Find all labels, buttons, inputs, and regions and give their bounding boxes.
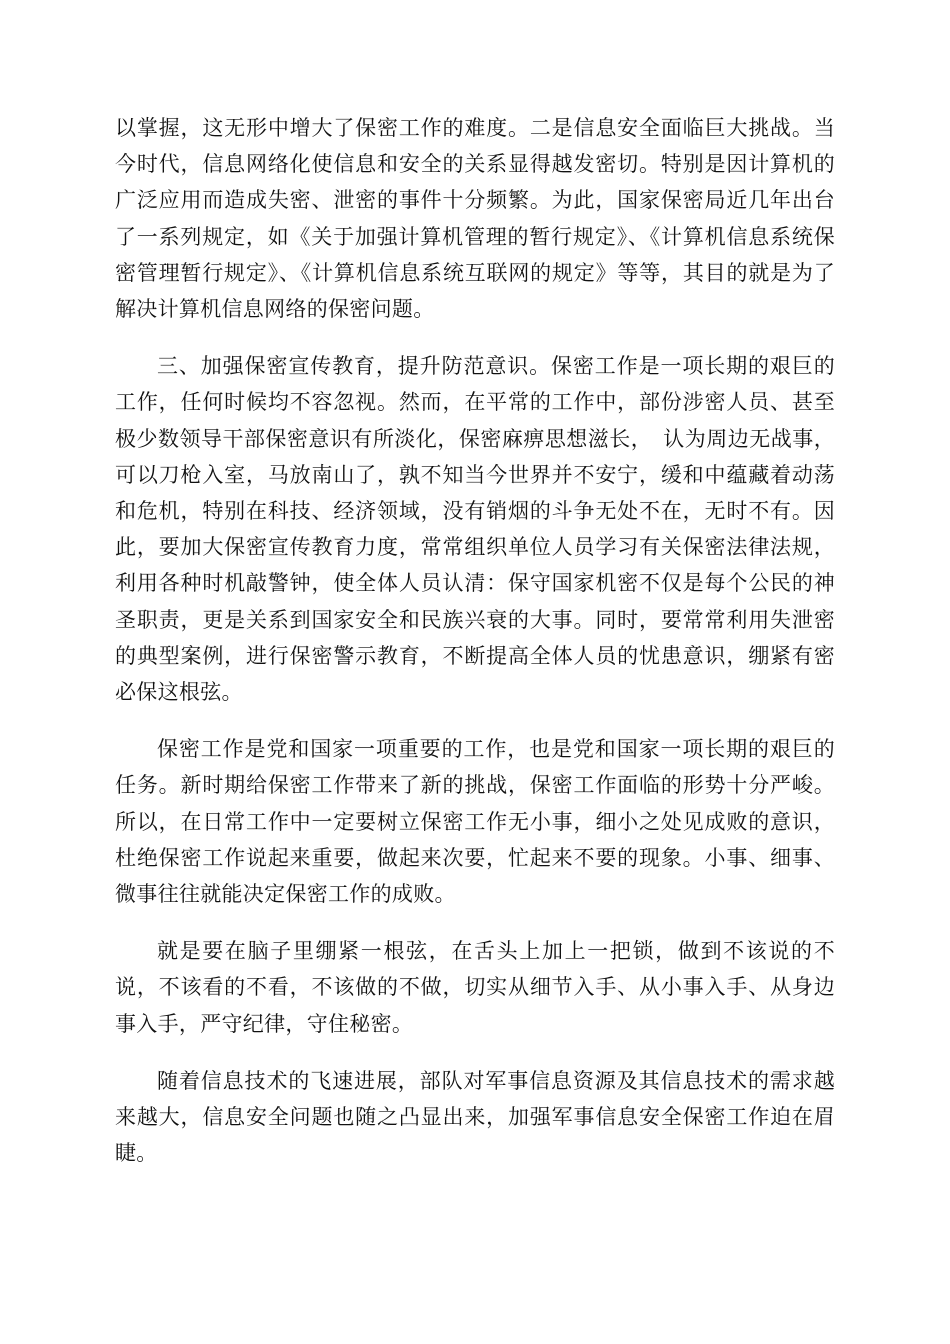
paragraph-2: 三、加强保密宣传教育，提升防范意识。保密工作是一项长期的艰巨的工作，任何时候均不容忽视。然而，在平常的工作中，部份涉密人员、甚至极少数领导干部保密意识有所淡化，保密麻痹思想滋长， 认为周边无战事，可以刀枪入室，马放南山了，孰不知当今世界并不安宁，缓和中蕴藏着动荡和危机，特别在科技、经济领域，没有销烟的斗争无处不在，无时不有。因此，要加大保密宣传教育力度，常常组织单位人员学习有关保密法律法规，利用各种时机敲警钟，使全体人员认清：保守国家机密不仅是每个公民的神圣职责，更是关系到国家安全和民族兴衰的大事。同时，要常常利用失泄密的典型案例，进行保密警示教育，不断提高全体人员的忧患意识，绷紧有密必保这根弦。 [115,354,835,705]
paragraph-1: 以掌握，这无形中增大了保密工作的难度。二是信息安全面临巨大挑战。当今时代，信息网络化使信息和安全的关系显得越发密切。特别是因计算机的广泛应用而造成失密、泄密的事件十分频繁。为此，国家保密局近几年出台了一系列规定，如《关于加强计算机管理的暂行规定》、《计算机信息系统保密管理暂行规定》、《计算机信息系统互联网的规定》等等，其目的就是为了解决计算机信息网络的保密问题。 [115,116,835,322]
paragraph-5: 随着信息技术的飞速进展，部队对军事信息资源及其信息技术的需求越来越大，信息安全问题也随之凸显出来，加强军事信息安全保密工作迫在眉睫。 [115,1068,835,1166]
paragraph-4: 就是要在脑子里绷紧一根弦，在舌头上加上一把锁，做到不该说的不说，不该看的不看，不该做的不做，切实从细节入手、从小事入手、从身边事入手，严守纪律，守住秘密。 [115,939,835,1036]
document-body [115,110,835,1192]
paragraph-3: 保密工作是党和国家一项重要的工作，也是党和国家一项长期的艰巨的任务。新时期给保密工作带来了新的挑战，保密工作面临的形势十分严峻。所以，在日常工作中一定要树立保密工作无小事，细小之处见成败的意识，杜绝保密工作说起来重要，做起来次要，忙起来不要的现象。小事、细事、微事往往就能决定保密工作的成败。 [115,737,835,907]
